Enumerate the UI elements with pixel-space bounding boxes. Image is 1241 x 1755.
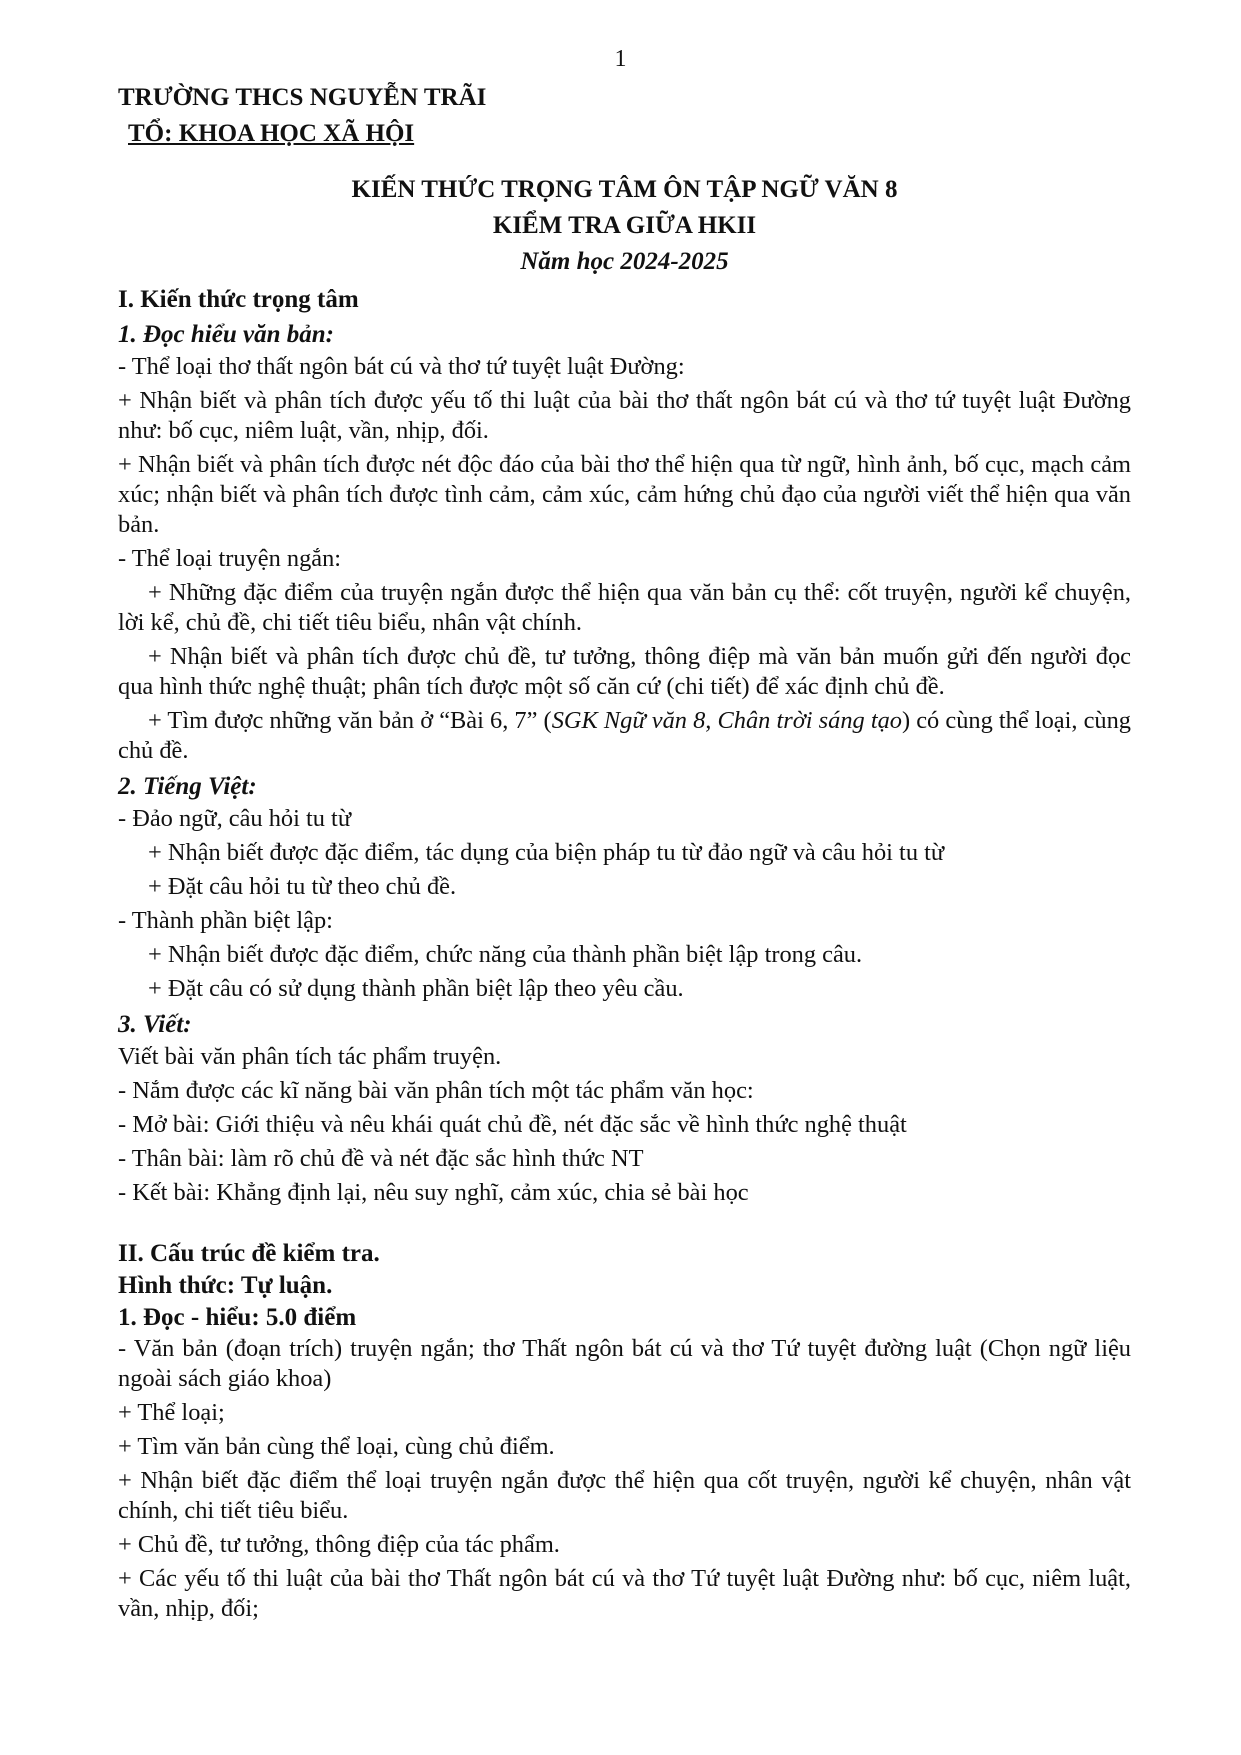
independent-label: - Thành phần biệt lập: <box>118 907 333 934</box>
vietnamese-heading: 2. Tiếng Việt: <box>118 773 257 800</box>
poetry-label: - Thể loại thơ thất ngôn bát cú và thơ tứ tuyệt luật Đường: <box>118 353 685 380</box>
school-year: Năm học 2024-2025 <box>520 248 729 275</box>
exam-form: Hình thức: Tự luận. <box>118 1272 333 1299</box>
story-point-2: + Nhận biết và phân tích được chủ đề, tư tưởng, thông điệp mà văn bản muốn gửi đến người đọc qua hình thức nghệ thuật; phân tích được một số căn cứ (chi tiết) để xác định chủ đề. <box>118 643 1131 700</box>
inversion-label: - Đảo ngữ, câu hỏi tu từ <box>118 805 352 832</box>
poetry-point-1: + Nhận biết và phân tích được yếu tố thi luật của bài thơ thất ngôn bát cú và thơ tứ tuyệt luật Đường như: bố cục, niêm luật, vần, nhịp, đối. <box>118 387 1131 444</box>
independent-point-1: + Nhận biết được đặc điểm, chức năng của thành phần biệt lập trong câu. <box>148 941 863 968</box>
exam-item: + Các yếu tố thi luật của bài thơ Thất ngôn bát cú và thơ Tứ tuyệt luật Đường như: bố cục, niêm luật, vần, nhịp, đối; <box>118 1565 1131 1622</box>
document-header <box>118 0 1131 152</box>
writing-line-3: - Mở bài: Giới thiệu và nêu khái quát chủ đề, nét đặc sắc về hình thức nghệ thuật <box>118 1111 907 1138</box>
document-body <box>118 282 1131 1624</box>
story-label: - Thể loại truyện ngắn: <box>118 545 342 572</box>
independent-point-2: + Đặt câu có sử dụng thành phần biệt lập theo yêu cầu. <box>148 975 684 1002</box>
exam-item: - Văn bản (đoạn trích) truyện ngắn; thơ Thất ngôn bát cú và thơ Tứ tuyệt đường luật (Chọn ngữ liệu ngoài sách giáo khoa) <box>118 1335 1131 1392</box>
story-point-1: + Những đặc điểm của truyện ngắn được thể hiện qua văn bản cụ thể: cốt truyện, người kể chuyện, lời kể, chủ đề, chi tiết tiêu biểu, nhân vật chính. <box>118 579 1131 636</box>
page-number: 1 <box>614 46 627 72</box>
textbook-reference: SGK Ngữ văn 8, Chân trời sáng tạo <box>551 707 902 734</box>
writing-line-2: - Nắm được các kĩ năng bài văn phân tích một tác phẩm văn học: <box>118 1077 754 1104</box>
department-name: TỔ: KHOA HỌC XÃ HỘI <box>128 120 415 147</box>
writing-line-5: - Kết bài: Khẳng định lại, nêu suy nghĩ, cảm xúc, chia sẻ bài học <box>118 1179 749 1206</box>
inversion-point-1: + Nhận biết được đặc điểm, tác dụng của biện pháp tu từ đảo ngữ và câu hỏi tu từ <box>148 839 945 866</box>
story-point-3-start: + Tìm được những văn bản ở “Bài 6, 7” ( <box>148 707 552 734</box>
reading-score-heading: 1. Đọc - hiểu: 5.0 điểm <box>118 1304 357 1331</box>
reading-heading: 1. Đọc hiểu văn bản: <box>118 321 334 348</box>
exam-item: + Tìm văn bản cùng thể loại, cùng chủ điểm. <box>118 1433 555 1460</box>
poetry-point-2: + Nhận biết và phân tích được nét độc đáo của bài thơ thể hiện qua từ ngữ, hình ảnh, bố cục, mạch cảm xúc; nhận biết và phân tích được tình cảm, cảm xúc, cảm hứng chủ đạo của người viết thể hiện qua văn bản. <box>118 451 1131 538</box>
writing-line-1: Viết bài văn phân tích tác phẩm truyện. <box>118 1043 502 1070</box>
exam-item: + Thể loại; <box>118 1399 225 1426</box>
school-name: TRƯỜNG THCS NGUYỄN TRÃI <box>118 84 487 111</box>
inversion-point-2: + Đặt câu hỏi tu từ theo chủ đề. <box>148 873 457 900</box>
document-title: KIẾN THỨC TRỌNG TÂM ÔN TẬP NGỮ VĂN 8 <box>351 176 898 203</box>
document-titles <box>118 172 1131 280</box>
spacer <box>118 1212 1131 1238</box>
section-1-heading: I. Kiến thức trọng tâm <box>118 286 359 313</box>
exam-item: + Nhận biết đặc điểm thể loại truyện ngắn được thể hiện qua cốt truyện, người kể chuyện, nhân vật chính, chi tiết tiêu biểu. <box>118 1467 1131 1524</box>
exam-item: + Chủ đề, tư tưởng, thông điệp của tác phẩm. <box>118 1531 560 1558</box>
writing-line-4: - Thân bài: làm rõ chủ đề và nét đặc sắc hình thức NT <box>118 1145 644 1172</box>
story-point-3 <box>118 706 1131 766</box>
story-point-3-end: ) có cùng thể loại, cùng chủ đề. <box>118 707 1131 764</box>
document-subtitle: KIỂM TRA GIỮA HKII <box>492 212 757 239</box>
section-2-heading: II. Cấu trúc đề kiểm tra. <box>118 1240 380 1267</box>
writing-heading: 3. Viết: <box>118 1011 192 1038</box>
